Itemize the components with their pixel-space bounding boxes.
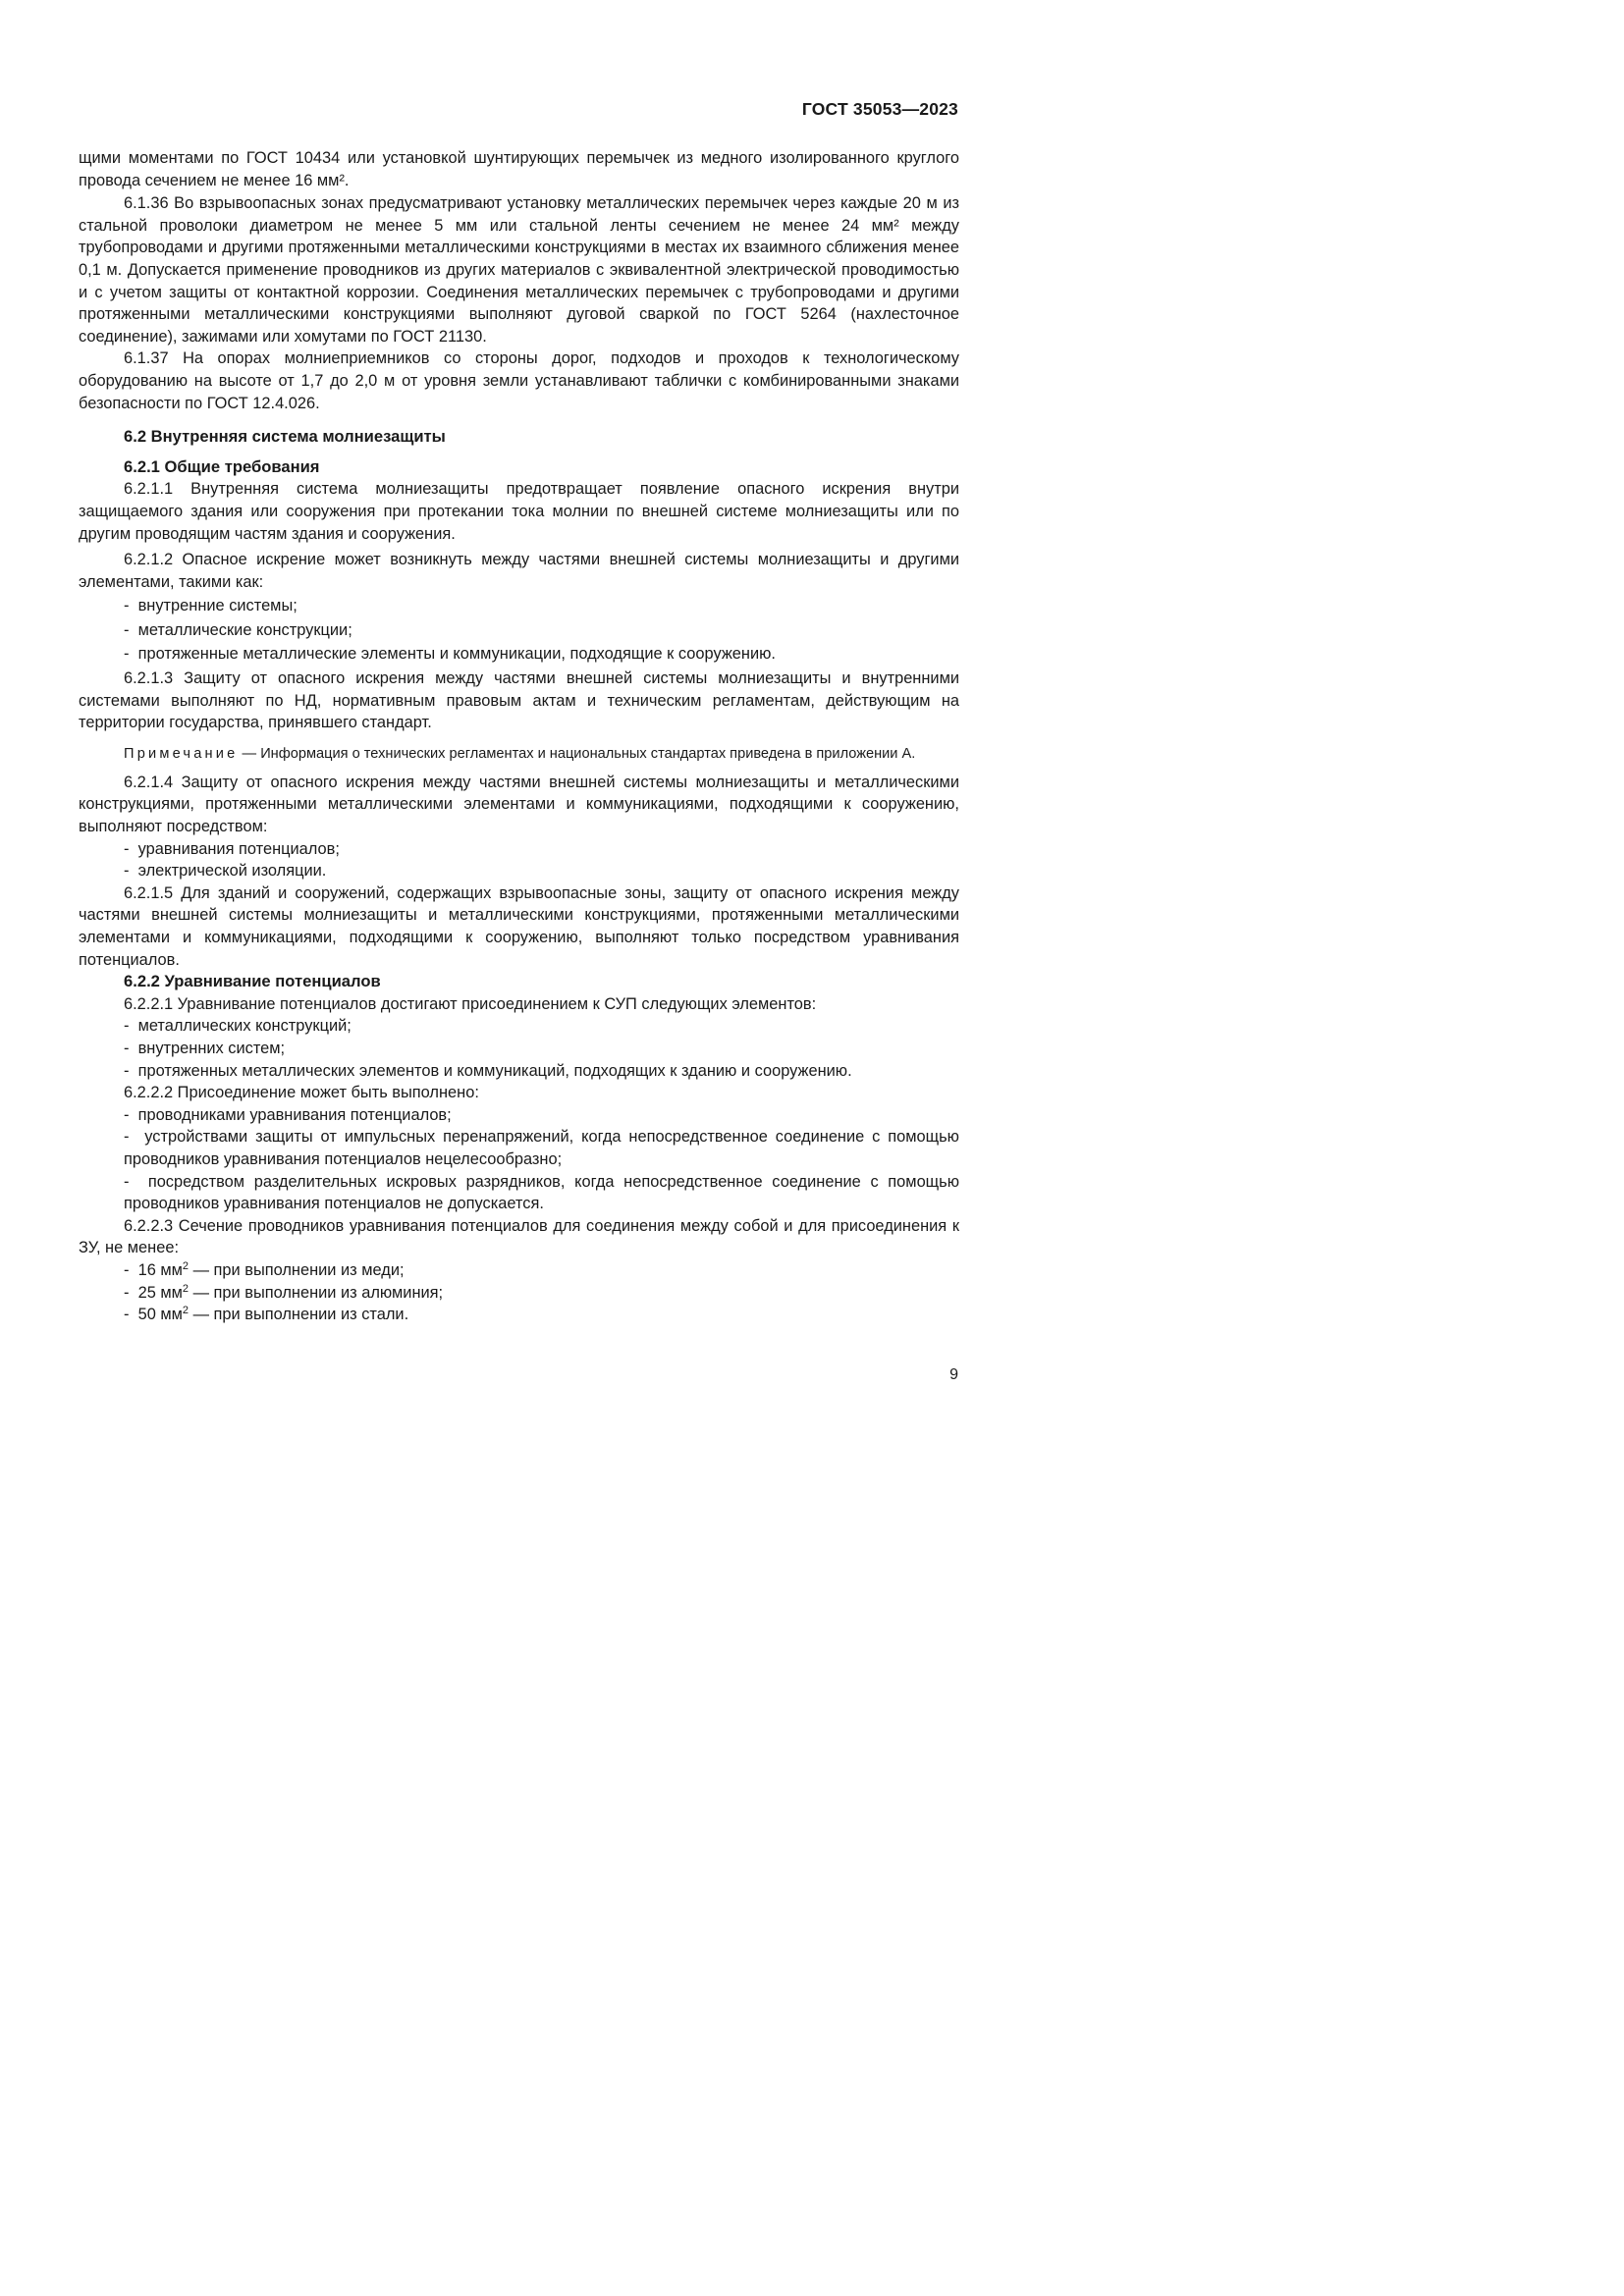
list-item: - внутренние системы; [79,595,959,617]
note-text: — Информация о технических регламентах и национальных стандартах приведена в приложении А. [242,745,916,762]
paragraph-6-2-1-5: 6.2.1.5 Для зданий и сооружений, содержащих взрывоопасные зоны, защиту от опасного искрения между частями внешней системы молниезащиты и металлическими конструкциями, протяженными металлическими элементами и коммуникациями, подходящими к сооружению, выполняют только посредством уравнивания потенциалов. [79,883,959,969]
cross-section-value: 25 мм [137,1283,183,1302]
doc-number: ГОСТ 35053—2023 [801,99,958,119]
list-item: - металлических конструкций; [79,1015,959,1038]
list-item: - протяженные металлические элементы и коммуникации, подходящие к сооружению. [79,643,959,666]
document-page [0,0,1080,1526]
list-item: - протяженных металлических элементов и коммуникаций, подходящих к зданию и сооружению. [79,1060,959,1083]
cross-section-value: 16 мм [137,1260,183,1279]
material-text: — при выполнении из алюминия; [192,1283,444,1302]
paragraph-continuation: щими моментами по ГОСТ 10434 или установкой шунтирующих перемычек из медного изолированного круглого провода сечением не менее 16 мм². [79,149,959,189]
material-text: — при выполнении из стали. [192,1306,409,1324]
page-number: 9 [949,1366,958,1383]
paragraph-6-2-2-1: 6.2.2.1 Уравнивание потенциалов достигают присоединением к СУП следующих элементов: [124,994,817,1013]
paragraph-6-2-2-3: 6.2.2.3 Сечение проводников уравнивания потенциалов для соединения между собой и для присоединения к ЗУ, не менее: [79,1216,959,1257]
heading-6-2: 6.2 Внутренняя система молниезащиты [124,427,446,447]
paragraph-6-2-1-1: 6.2.1.1 Внутренняя система молниезащиты предотвращает появление опасного искрения внутри защищаемого здания или сооружения при протекании тока молнии по внешней системе молниезащиты или по другим проводящим частям здания и сооружения. [79,480,959,543]
paragraph-6-1-36: 6.1.36 Во взрывоопасных зонах предусматривают установку металлических перемычек через каждые 20 м из стальной проволоки диаметром не менее 5 мм или стальной ленты сечением не менее 24 мм² между трубопроводами и другими протяженными металлическими конструкциями в местах их взаимного сближения менее 0,1 м. Допускается применение проводников из других материалов с эквивалентной электрической проводимостью и с учетом защиты от контактной коррозии. Соединения металлических перемычек с трубопроводами и другими протяженными металлическими конструкциями выполняют дуговой сваркой по ГОСТ 5264 (нахлесточное соединение), зажимами или хомутами по ГОСТ 21130. [79,194,959,346]
document-body [79,147,959,1326]
list-item: - посредством разделительных искровых разрядников, когда непосредственное соединение с помощью проводников уравнивания потенциалов не допускается. [79,1171,959,1215]
list-item: - 16 $мм^2$ — при выполнении из меди; [79,1259,959,1282]
heading-6-2-2: 6.2.2 Уравнивание потенциалов [124,972,381,991]
note [79,744,959,764]
paragraph-6-2-1-3: 6.2.1.3 Защиту от опасного искрения между частями внешней системы молниезащиты и внутренними системами выполняют по НД, нормативным правовым актам и техническим регламентам, действующим на территории государства, принявшего стандарт. [79,669,959,732]
list-item: - проводниками уравнивания потенциалов; [79,1104,959,1127]
list-item: - 25 $мм^2$ — при выполнении из алюминия; [79,1282,959,1305]
paragraph-6-1-37: 6.1.37 На опорах молниеприемников со стороны дорог, подходов и проходов к технологическому оборудованию на высоте от 1,7 до 2,0 м от уровня земли устанавливают таблички с комбинированными знаками безопасности по ГОСТ 12.4.026. [79,349,959,412]
paragraph-6-2-1-2: 6.2.1.2 Опасное искрение может возникнуть между частями внешней системы молниезащиты и другими элементами, такими как: [79,551,959,591]
note-label: Примечание [124,745,239,762]
list-item: - уравнивания потенциалов; [79,838,959,861]
paragraph-6-2-2-2: 6.2.2.2 Присоединение может быть выполнено: [124,1084,479,1102]
list-item: - 50 $мм^2$ — при выполнении из стали. [79,1304,959,1326]
continuation-text: щими моментами по ГОСТ 10434 или установкой шунтирующих перемычек из медного изолированного круглого провода сечением не менее 16 мм² [79,149,959,189]
list-item: - устройствами защиты от импульсных перенапряжений, когда непосредственное соединение с помощью проводников уравнивания потенциалов нецелесообразно; [79,1126,959,1170]
heading-6-2-1: 6.2.1 Общие требования [124,456,320,476]
list-item: - металлические конструкции; [79,619,959,642]
paragraph-6-2-1-4: 6.2.1.4 Защиту от опасного искрения между частями внешней системы молниезащиты и металлическими конструкциями, протяженными металлическими элементами и коммуникациями, подходящими к сооружению, выполняют посредством: [79,773,959,836]
list-item: - внутренних систем; [79,1038,959,1060]
material-text: — при выполнении из меди; [192,1260,405,1279]
list-item: - электрической изоляции. [79,860,959,882]
cross-section-value: 50 мм [137,1306,183,1324]
